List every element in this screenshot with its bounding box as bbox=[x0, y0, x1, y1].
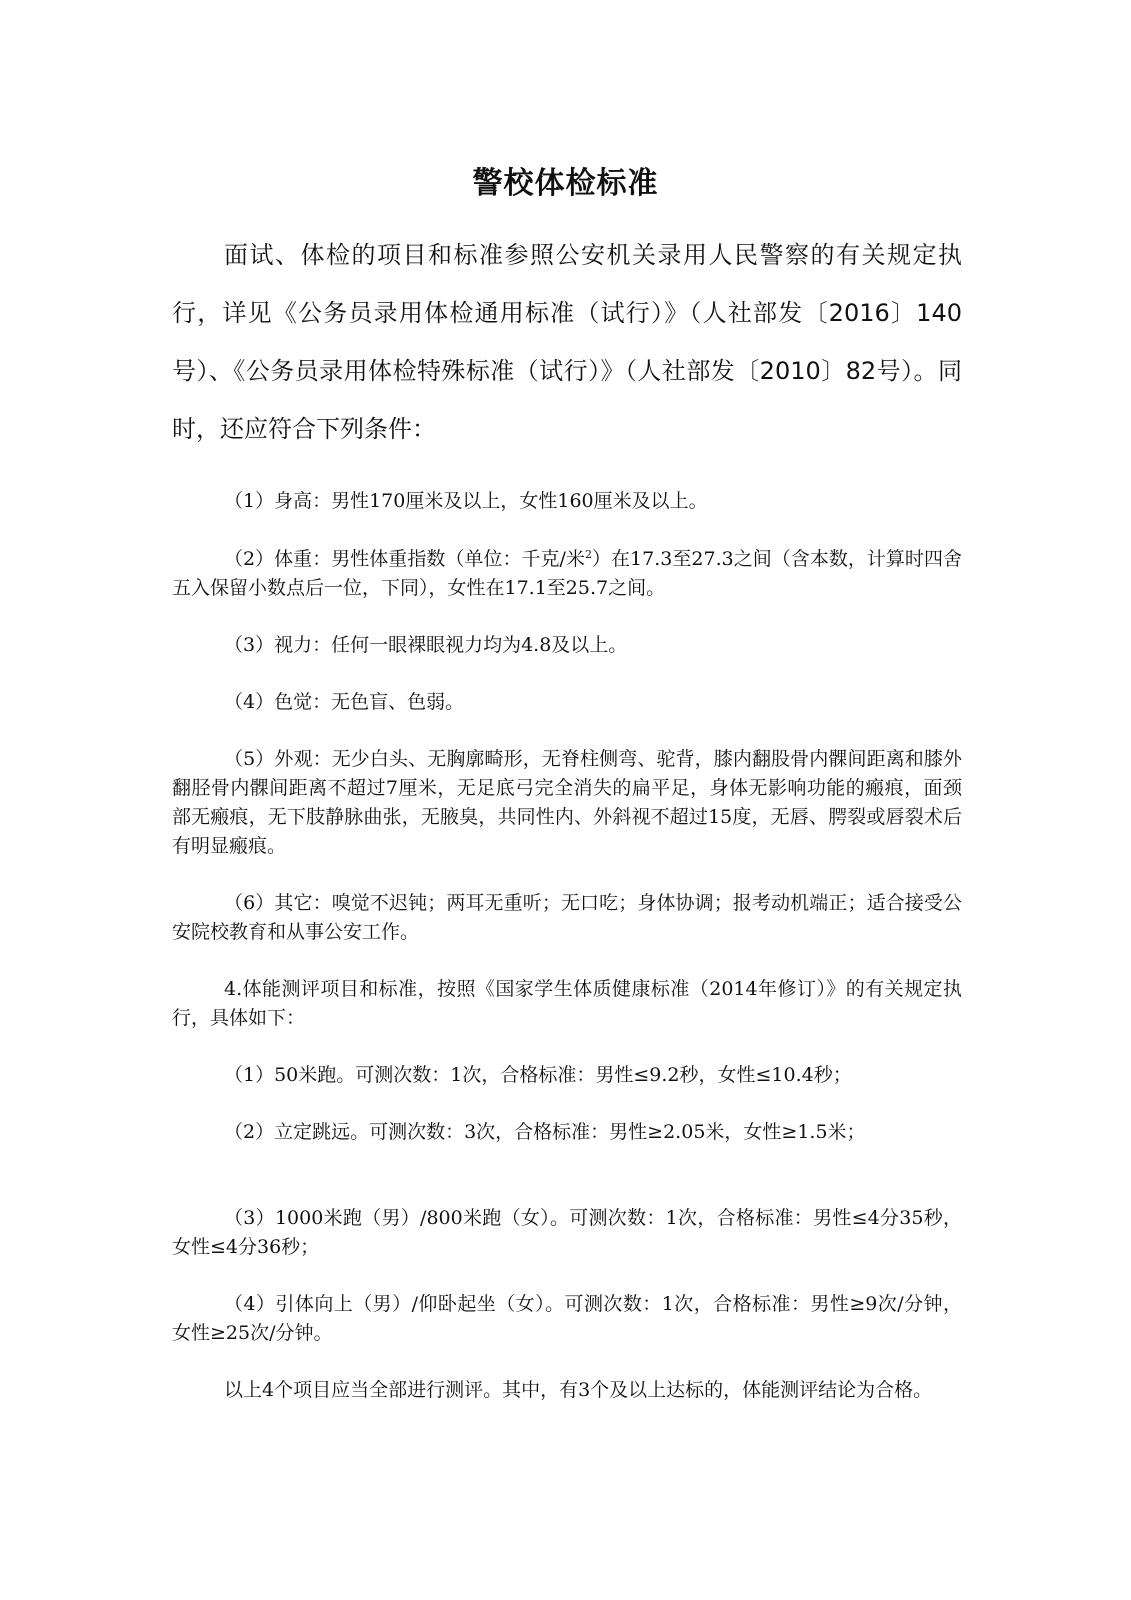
item-other: （6）其它：嗅觉不迟钝；两耳无重听；无口吃；身体协调；报考动机端正；适合接受公安院校教育和从事公安工作。 bbox=[172, 892, 962, 943]
fitness-item-distance-run: （3）1000米跑（男）/800米跑（女）。可测次数：1次，合格标准：男性≤4分35秒，女性≤4分36秒； bbox=[172, 1207, 962, 1258]
item-weight-text-cont: ）在17.3至27.3之间（含本数，计算时四舍五入保留小数点后一位，下同），女性在17.1至25.7之间。 bbox=[172, 548, 962, 599]
item-vision: （3）视力：任何一眼裸眼视力均为4.8及以上。 bbox=[224, 634, 628, 656]
superscript-exponent: 2 bbox=[584, 548, 592, 561]
fitness-item-pull-ups-sit-ups: （4）引体向上（男）/仰卧起坐（女）。可测次数：1次，合格标准：男性≥9次/分钟，女性≥25次/分钟。 bbox=[172, 1293, 962, 1344]
item-color-vision: （4）色觉：无色盲、色弱。 bbox=[224, 691, 465, 713]
item-weight-text: （2）体重：男性体重指数（单位：千克/米 bbox=[224, 548, 585, 570]
fitness-item-long-jump: （2）立定跳远。可测次数：3次，合格标准：男性≥2.05米，女性≥1.5米； bbox=[224, 1121, 866, 1143]
item-weight bbox=[172, 545, 962, 603]
intro-paragraph: 面试、体检的项目和标准参照公安机关录用人民警察的有关规定执行，详见《公务员录用体检通用标准（试行）》（人社部发〔2016〕140号）、《公务员录用体检特殊标准（试行）》（人社部发〔2010〕82号）。同时，还应符合下列条件： bbox=[172, 241, 962, 443]
item-height: （1）身高：男性170厘米及以上，女性160厘米及以上。 bbox=[224, 490, 708, 512]
page-title: 警校体检标准 bbox=[472, 166, 659, 202]
conclusion-paragraph: 以上4个项目应当全部进行测评。其中，有3个及以上达标的，体能测评结论为合格。 bbox=[224, 1379, 933, 1401]
fitness-item-sprint: （1）50米跑。可测次数：1次，合格标准：男性≤9.2秒，女性≤10.4秒； bbox=[224, 1064, 852, 1086]
item-appearance: （5）外观：无少白头、无胸廓畸形，无脊柱侧弯、驼背，膝内翻股骨内髁间距离和膝外翻胫骨内髁间距离不超过7厘米，无足底弓完全消失的扁平足，身体无影响功能的瘢痕，面颈部无瘢痕，无下肢静脉曲张，无腋臭，共同性内、外斜视不超过15度，无唇、腭裂或唇裂术后有明显瘢痕。 bbox=[172, 748, 962, 857]
fitness-intro: 4.体能测评项目和标准，按照《国家学生体质健康标准（2014年修订）》的有关规定执行，具体如下： bbox=[172, 978, 962, 1029]
